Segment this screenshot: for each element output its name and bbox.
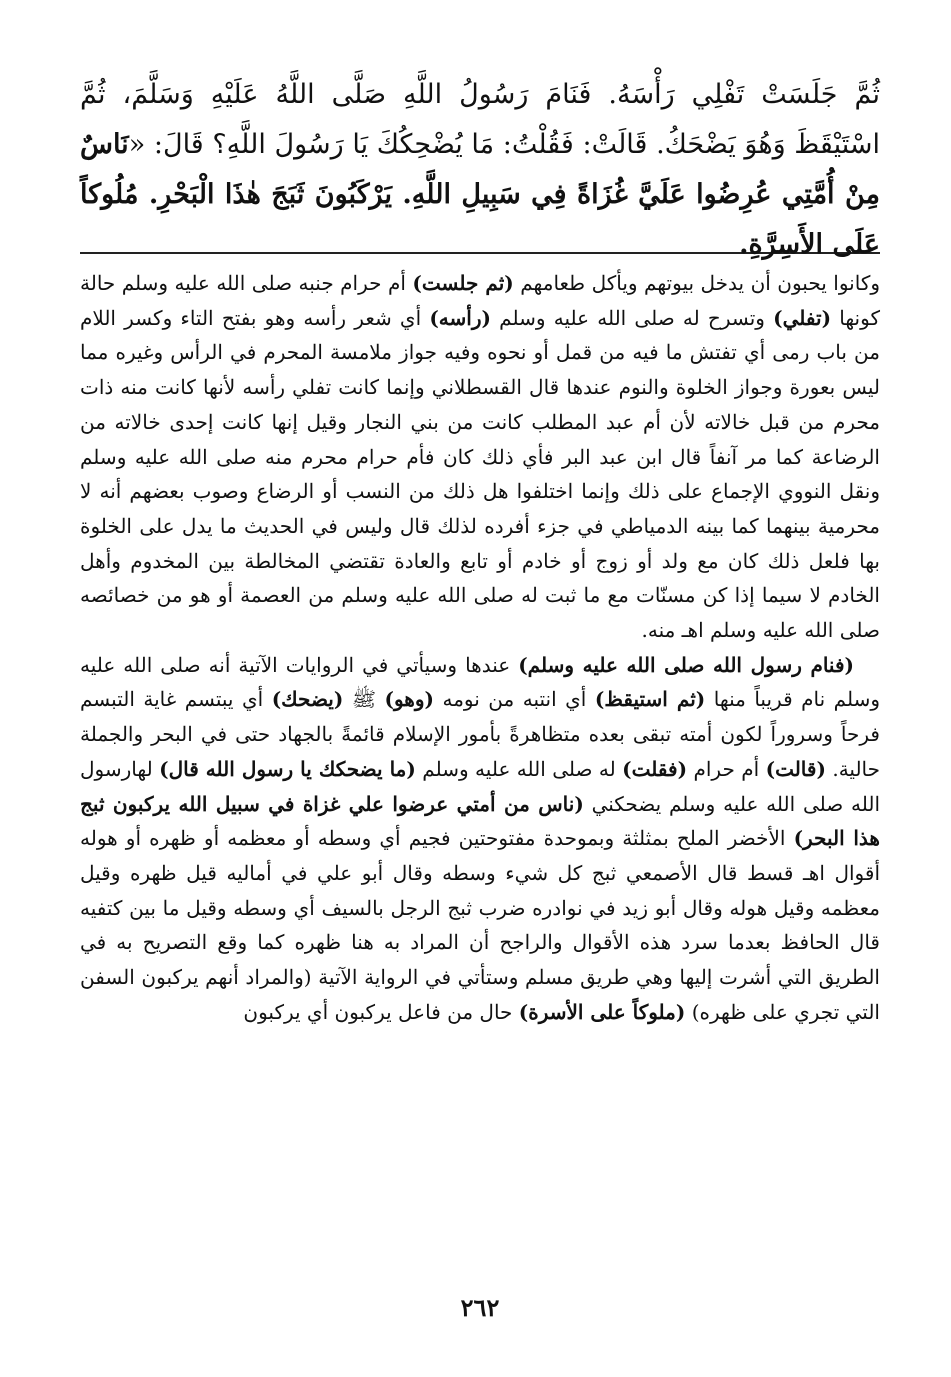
quoted-phrase: (وهو) bbox=[384, 687, 434, 712]
commentary-text: أم حرام bbox=[687, 756, 766, 781]
quoted-phrase: (ثم جلست) bbox=[412, 271, 514, 295]
commentary-text: له صلى الله عليه وسلم bbox=[415, 756, 623, 781]
quoted-phrase: (ناس من أمتي عرضوا علي غزاة في سبيل الله يركبون ثبج هذا البحر) bbox=[80, 791, 880, 851]
quoted-phrase: (رأسه) bbox=[429, 305, 491, 330]
commentary-text: ﷺ bbox=[343, 687, 385, 712]
quoted-phrase: (يضحك) bbox=[271, 687, 344, 712]
quoted-phrase: (ما يضحكك يا رسول الله قال) bbox=[159, 756, 416, 781]
commentary-text: أي يبتسم غاية التبسم فرحاً وسروراً لكون أمته تبقى بعده متظاهرةً بأمور الإسلام قائمةً بالجهاد حتى في البحر والجملة حالية. bbox=[80, 687, 881, 781]
commentary-text: وتسرح له صلى الله عليه وسلم bbox=[490, 305, 774, 330]
book-page bbox=[80, 70, 880, 1360]
hadith-text bbox=[80, 70, 880, 260]
quoted-phrase: (ملوكاً على الأسرة) bbox=[518, 999, 686, 1024]
quoted-phrase: (فنام رسول الله صلى الله عليه وسلم) bbox=[518, 652, 854, 677]
commentary-text: أي شعر رأسه وهو بفتح التاء وكسر اللام من باب رمى أي تفتش ما فيه من قمل أو نحوه وفيه جواز ملامسة المحرم في الرأس وغيره مما ليس بعورة وجواز الخلوة والنوم عندها قال القسطلاني وإنما كانت تفلي رأسه لأنها كانت منه ذات محرم من قبل خالاته لأن أم عبد المطلب كانت من بني النجار وقيل إنها كانت إحدى خالاته من الرضاعة كما مر آنفاً قال ابن عبد البر فأي ذلك كان فأم حرام محرم منه صلى الله عليه وسلم ونقل النووي الإجماع على ذلك وإنما اختلفوا هل ذلك من النسب أو الرضاع وصوب بعضهم أنه لا محرمية بينهما كما بينه الدمياطي في جزء أفرده لذلك قال وليس في الحديث ما يدل على الخلوة بها فلعل ذلك كان مع ولد أو زوج أو خادم أو تابع والعادة تقتضي المخالطة بين المخدوم وأهل الخادم لا سيما إذا كن مسنّات مع ما ثبت له صلى الله عليه وسلم من العصمة أو هو من خصائصه صلى الله عليه وسلم اهـ منه. bbox=[80, 305, 880, 643]
commentary-text: الأخضر الملح بمثلثة وبموحدة مفتوحتين فجيم أي وسطه أو معظمه أو ظهره أو هوله أقوال اهـ قسط قال الأصمعي ثبج كل شيء وسطه وقال أبو علي في أماليه قيل ظهره وقيل معظمه وقيل هوله وقال أبو زيد في نوادره ضرب ثبج الرجل بالسيف أي وسطه وقيل ما بين كتفيه قال الحافظ بعدما سرد هذه الأقوال والراجح أن المراد به هنا ظهره كما وقع التصريح به في الطريق التي أشرت إليها وهي طريق مسلم وستأتي في الرواية الآتية bbox=[80, 826, 880, 990]
commentary-paragraph-2 bbox=[80, 648, 880, 1030]
commentary-text: أي انتبه من نومه bbox=[433, 687, 595, 712]
quoted-phrase: (قالت) bbox=[765, 756, 826, 781]
commentary-text: أم حرام جنبه صلى الله عليه وسلم حالة كونها bbox=[80, 271, 880, 330]
quoted-phrase: (ثم استيقظ) bbox=[594, 687, 706, 712]
commentary-paragraph-1 bbox=[80, 266, 880, 648]
hadith-prophetic-words: نَاسٌ مِنْ أُمَّتِي عُرِضُوا عَلَيَّ غُزَاةً فِي سَبِيلِ اللَّهِ. يَرْكَبُونَ ثَبَجَ هٰذَا الْبَحْرِ. مُلُوكاً عَلَى الأَسِرَّةِ. bbox=[80, 129, 880, 260]
commentary-text: عندها وسيأتي في الروايات الآتية أنه صلى الله عليه وسلم نام قريباً منها bbox=[80, 652, 881, 712]
commentary-text: لهارسول الله صلى الله عليه وسلم يضحكني bbox=[80, 756, 880, 816]
commentary-text: (والمراد أنهم يركبون السفن التي تجري على ظهره) bbox=[80, 965, 880, 1024]
quoted-phrase: (تفلي) bbox=[773, 305, 832, 330]
hadith-narration: ثُمَّ جَلَسَتْ تَفْلِي رَأْسَهُ. فَنَامَ رَسُولُ اللَّهِ صَلَّى اللَّهُ عَلَيْهِ وَسَلَّمَ، ثُمَّ اسْتَيْقَظَ وَهُوَ يَضْحَكُ. قَالَتْ: فَقُلْتُ: مَا يُضْحِكُكَ يَا رَسُولَ اللَّهِ؟ قَالَ: « bbox=[80, 79, 880, 160]
quoted-phrase: (فقلت) bbox=[622, 756, 688, 781]
commentary bbox=[80, 266, 880, 1029]
page-number: ٢٦٢ bbox=[460, 1293, 500, 1322]
commentary-text: حال من فاعل يركبون أي يركبون bbox=[243, 999, 519, 1024]
commentary-text: وكانوا يحبون أن يدخل بيوتهم ويأكل طعامهم bbox=[513, 271, 881, 295]
